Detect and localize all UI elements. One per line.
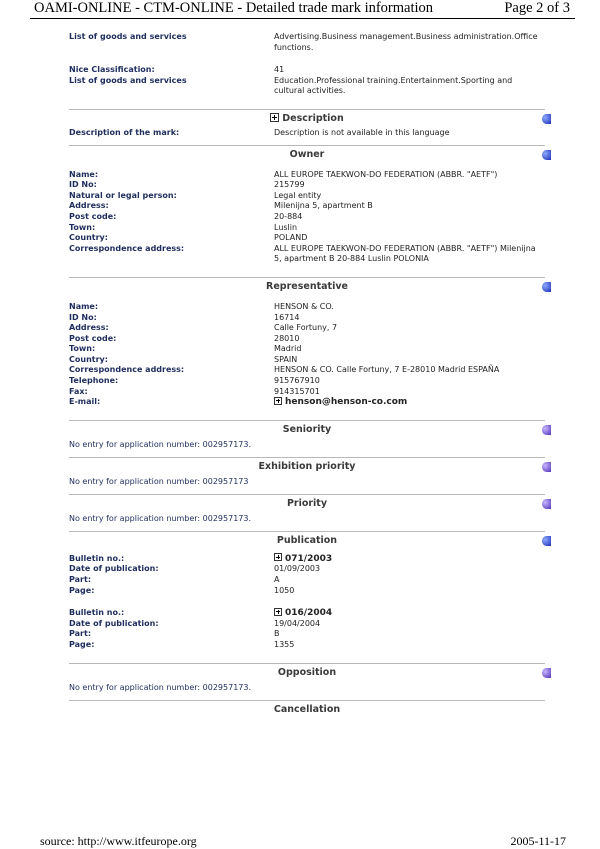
field-label: Part: (69, 575, 92, 585)
field-label: Nice Classification: (69, 65, 155, 75)
section-title: Description (282, 112, 344, 124)
field-label: Bulletin no.: (69, 553, 125, 563)
field-label: ID No: (69, 180, 97, 190)
field-value: Luslin (274, 222, 298, 232)
section-publication-header (69, 532, 545, 550)
bulletin-link[interactable] (274, 608, 545, 619)
nice-classification-row (69, 65, 545, 76)
field-label: E-mail: (69, 397, 101, 407)
page-row (69, 640, 545, 651)
part-row (69, 575, 545, 586)
expand-icon[interactable] (274, 553, 282, 561)
section-title: Representative (266, 280, 348, 292)
field-value: 41 (274, 65, 285, 75)
rep-fax-row (69, 387, 545, 398)
field-label: Town: (69, 344, 96, 354)
section-owner-header (69, 146, 545, 164)
goods-services-row-1 (69, 32, 545, 53)
field-value: Description is not available in this language (274, 127, 450, 137)
field-value: 1355 (274, 640, 295, 649)
field-label: Address: (69, 201, 109, 211)
description-row (69, 128, 545, 139)
section-title: Exhibition priority (258, 460, 356, 472)
field-label: Country: (69, 354, 108, 364)
rep-postcode-row (69, 334, 545, 345)
help-icon[interactable] (542, 536, 551, 546)
field-value: POLAND (274, 233, 308, 243)
bulletin-number[interactable]: 016/2004 (285, 608, 333, 619)
field-value: Madrid (274, 344, 302, 354)
field-value: A (274, 575, 280, 585)
field-value: 914315701 (274, 386, 320, 396)
field-label: List of goods and services (69, 32, 187, 41)
field-label: Correspondence address: (69, 243, 185, 253)
publication-date-row (69, 564, 545, 575)
section-title: Owner (289, 148, 325, 160)
page-row (69, 586, 545, 597)
field-value: Education.Professional training.Entertainment.Sporting and cultural activities. (274, 75, 513, 96)
document-title: OAMI-ONLINE - CTM-ONLINE - Detailed trade mark information (34, 0, 434, 16)
owner-postcode-row (69, 212, 545, 223)
field-label: Name: (69, 169, 99, 179)
no-entry-note: No entry for application number: 002957173. (69, 513, 252, 523)
trade-mark-details (69, 32, 545, 719)
section-representative-header (69, 278, 545, 296)
field-label: Correspondence address: (69, 365, 185, 375)
field-value: ALL EUROPE TAEKWON-DO FEDERATION (ABBR. "AETF") Milenijna 5, apartment B 20-884 Luslin POLONIA (274, 243, 536, 264)
owner-address-row (69, 201, 545, 212)
field-label: Page: (69, 585, 95, 595)
owner-correspondence-row (69, 244, 545, 265)
owner-country-row (69, 233, 545, 244)
field-label: Telephone: (69, 376, 119, 386)
email-text[interactable]: henson@henson-co.com (285, 397, 408, 408)
field-value: 28010 (274, 333, 300, 343)
help-icon[interactable] (542, 425, 551, 435)
owner-id-row (69, 180, 545, 191)
field-label: Post code: (69, 211, 117, 221)
field-label: Date of publication: (69, 564, 159, 574)
source-url: source: http://www.itfeurope.org (40, 834, 197, 848)
bulletin-link[interactable] (274, 554, 545, 565)
field-label: ID No: (69, 312, 97, 322)
field-value: Calle Fortuny, 7 (274, 323, 338, 333)
field-value: HENSON & CO. Calle Fortuny, 7 E-28010 Madrid ESPAÑA (274, 365, 500, 375)
field-label: Page: (69, 640, 95, 649)
section-description-header[interactable] (69, 110, 545, 128)
field-label: Date of publication: (69, 618, 159, 628)
field-label: Post code: (69, 333, 117, 343)
rep-name-row (69, 302, 545, 313)
section-title: Seniority (282, 423, 332, 435)
field-label: Bulletin no.: (69, 608, 125, 618)
no-entry-note: No entry for application number: 002957173. (69, 682, 252, 692)
help-icon[interactable] (542, 499, 551, 509)
section-title: Opposition (277, 666, 337, 678)
field-value: Milenijna 5, apartment B (274, 201, 373, 211)
section-seniority-header (69, 421, 545, 439)
email-link[interactable] (274, 397, 545, 408)
section-exhibition-header (69, 458, 545, 476)
no-entry-note: No entry for application number: 002957173. (69, 439, 252, 449)
help-icon[interactable] (542, 668, 551, 678)
section-priority-header (69, 495, 545, 513)
field-value: SPAIN (274, 354, 298, 364)
page-header (0, 0, 600, 18)
rep-address-row (69, 323, 545, 334)
rep-correspondence-row (69, 365, 545, 376)
section-title: Cancellation (273, 703, 341, 715)
field-value: Advertising.Business management.Business administration.Office functions. (274, 32, 538, 52)
rep-id-row (69, 313, 545, 324)
field-value: 01/09/2003 (274, 564, 321, 574)
print-date: 2005-11-17 (510, 834, 566, 848)
section-opposition-header (69, 664, 545, 682)
field-value: 16714 (274, 312, 300, 322)
publication-date-row (69, 619, 545, 630)
no-entry-note: No entry for application number: 002957173 (69, 476, 249, 486)
bulletin-number[interactable]: 071/2003 (285, 553, 333, 564)
field-value: 215799 (274, 180, 305, 190)
field-label: Country: (69, 233, 108, 243)
field-label: Address: (69, 323, 109, 333)
bulletin-row (69, 608, 545, 619)
field-value: 1050 (274, 585, 295, 595)
section-title: Publication (276, 534, 338, 546)
help-icon[interactable] (542, 462, 551, 472)
field-value: ALL EUROPE TAEKWON-DO FEDERATION (ABBR. "AETF") (274, 169, 498, 179)
help-icon[interactable] (542, 114, 551, 124)
part-row (69, 629, 545, 640)
expand-icon[interactable] (270, 113, 279, 122)
field-label: Town: (69, 222, 96, 232)
page-number: Page 2 of 3 (504, 0, 570, 16)
owner-town-row (69, 223, 545, 234)
field-label: Name: (69, 301, 99, 311)
field-label: Part: (69, 629, 92, 639)
field-value: 20-884 (274, 211, 303, 221)
field-value: 915767910 (274, 376, 320, 386)
owner-name-row (69, 170, 545, 181)
field-value: 19/04/2004 (274, 618, 321, 628)
expand-icon[interactable] (274, 608, 282, 616)
bulletin-row (69, 554, 545, 565)
field-label: List of goods and services (69, 75, 187, 85)
rep-telephone-row (69, 376, 545, 387)
header-rule (30, 18, 575, 19)
goods-services-row-2 (69, 76, 545, 97)
section-title: Priority (286, 497, 328, 509)
rep-town-row (69, 344, 545, 355)
section-cancellation-header (69, 701, 545, 719)
rep-email-row (69, 397, 545, 408)
field-label: Description of the mark: (69, 127, 180, 137)
expand-icon[interactable] (274, 397, 282, 405)
owner-person-row (69, 191, 545, 202)
help-icon[interactable] (542, 150, 551, 160)
field-value: B (274, 629, 280, 639)
field-value: HENSON & CO. (274, 301, 334, 311)
rep-country-row (69, 355, 545, 366)
field-label: Fax: (69, 386, 88, 396)
help-icon[interactable] (542, 282, 551, 292)
field-label: Natural or legal person: (69, 190, 177, 200)
field-value: Legal entity (274, 190, 322, 200)
